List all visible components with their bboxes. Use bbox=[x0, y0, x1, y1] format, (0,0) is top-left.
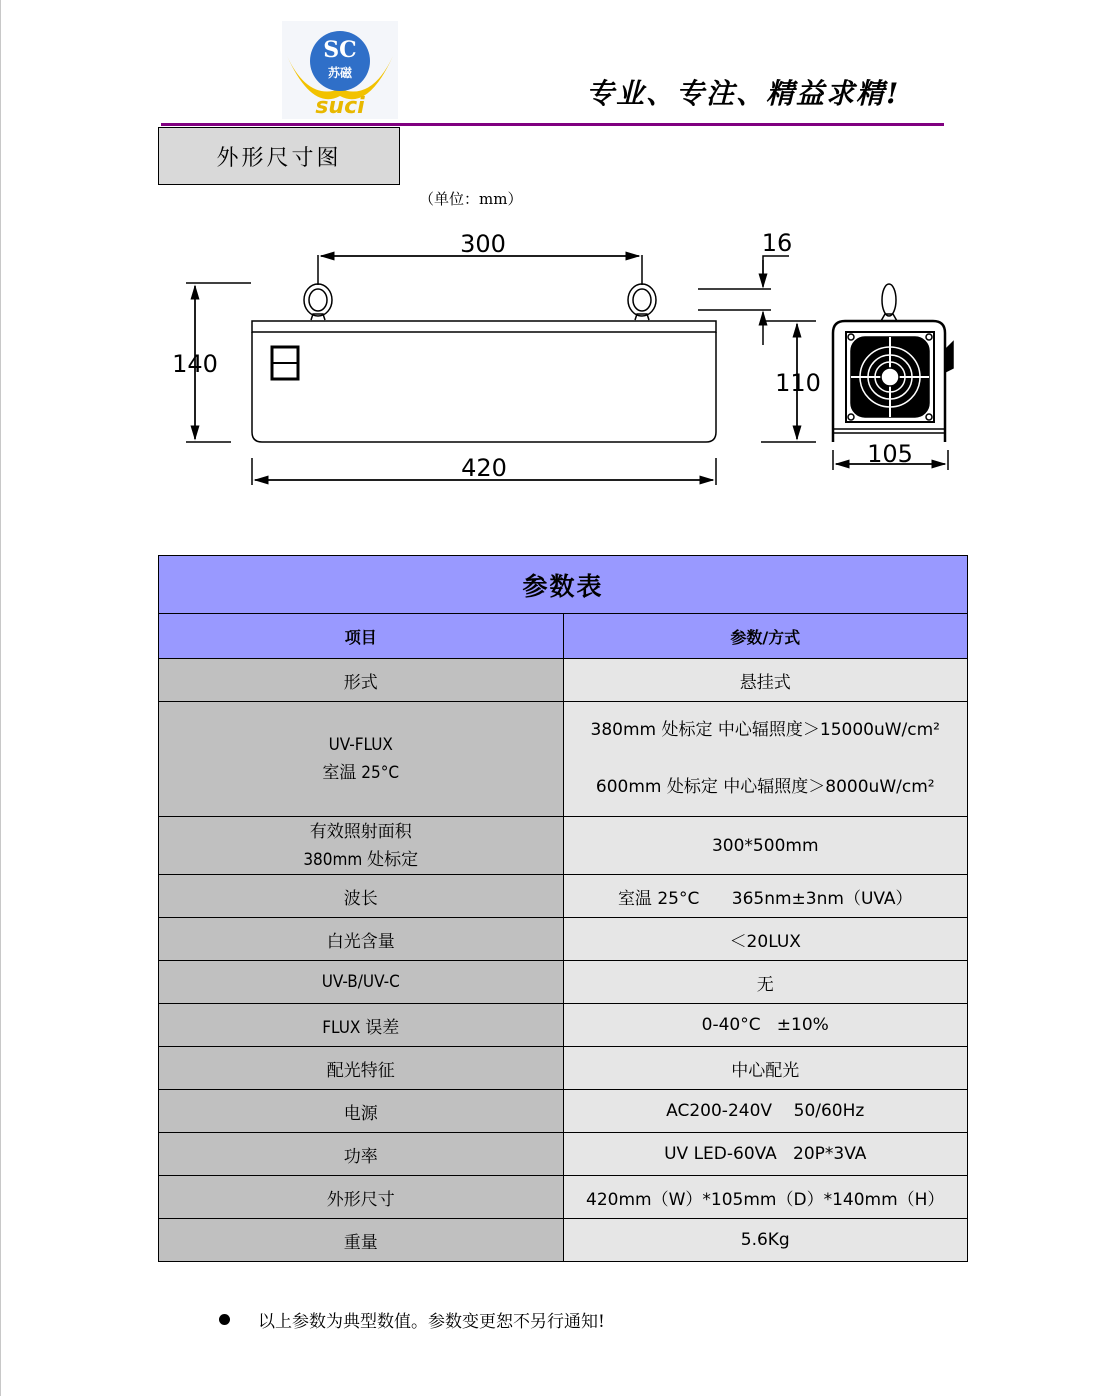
dim-16: 16 bbox=[761, 229, 793, 257]
row-value: 380mm 处标定 中心辐照度＞15000uW/cm² 600mm 处标定 中心辐照度＞8000uW/cm² bbox=[563, 702, 968, 817]
dim-300: 300 bbox=[460, 230, 506, 258]
section-title: 外形尺寸图 bbox=[158, 127, 400, 185]
dim-420: 420 bbox=[461, 454, 507, 482]
row-value: 0-40°C ±10% bbox=[563, 1004, 968, 1047]
table-row bbox=[159, 817, 968, 875]
row-value: 室温 25°C 365nm±3nm（UVA） bbox=[563, 875, 968, 918]
table-row bbox=[159, 702, 968, 817]
footer-note bbox=[219, 1307, 605, 1332]
company-slogan: 专业、专注、精益求精! bbox=[586, 77, 901, 110]
footer-note-text: 以上参数为典型数值。参数变更恕不另行通知! bbox=[258, 1312, 605, 1332]
table-row bbox=[159, 1176, 968, 1219]
row-label: 重量 bbox=[159, 1219, 564, 1262]
svg-text:suci: suci bbox=[315, 94, 365, 119]
row-value: UV LED-60VA 20P*3VA bbox=[563, 1133, 968, 1176]
row-value: 420mm（W）*105mm（D）*140mm（H） bbox=[563, 1176, 968, 1219]
row-value: 悬挂式 bbox=[563, 659, 968, 702]
row-label: UV-B/UV-C bbox=[159, 961, 564, 1004]
unit-label: （单位：mm） bbox=[419, 190, 523, 208]
row-value: 300*500mm bbox=[563, 817, 968, 875]
dim-105: 105 bbox=[867, 440, 913, 468]
table-row bbox=[159, 1004, 968, 1047]
front-view bbox=[186, 255, 716, 485]
row-value: 中心配光 bbox=[563, 1047, 968, 1090]
company-logo bbox=[282, 21, 398, 119]
svg-text:苏磁: 苏磁 bbox=[327, 66, 353, 80]
table-row bbox=[159, 875, 968, 918]
table-row bbox=[159, 1047, 968, 1090]
svg-text:SC: SC bbox=[323, 37, 357, 63]
table-row bbox=[159, 659, 968, 702]
dimension-drawing bbox=[161, 220, 961, 500]
row-label: 白光含量 bbox=[159, 918, 564, 961]
row-label: 功率 bbox=[159, 1133, 564, 1176]
row-label: 外形尺寸 bbox=[159, 1176, 564, 1219]
row-label: 电源 bbox=[159, 1090, 564, 1133]
side-view bbox=[698, 256, 953, 470]
row-label: 波长 bbox=[159, 875, 564, 918]
dim-140: 140 bbox=[172, 350, 218, 378]
row-label: 形式 bbox=[159, 659, 564, 702]
table-row bbox=[159, 1133, 968, 1176]
table-row bbox=[159, 961, 968, 1004]
table-title: 参数表 bbox=[159, 556, 968, 614]
column-header-item: 项目 bbox=[159, 614, 564, 659]
logo-graphic bbox=[282, 21, 398, 119]
header-divider bbox=[161, 123, 944, 126]
row-label: FLUX 误差 bbox=[159, 1004, 564, 1047]
row-label: 有效照射面积 380mm 处标定 bbox=[159, 817, 564, 875]
bullet-icon bbox=[219, 1314, 230, 1325]
row-value: ＜20LUX bbox=[563, 918, 968, 961]
row-value: 5.6Kg bbox=[563, 1219, 968, 1262]
row-label: UV-FLUX 室温 25°C bbox=[159, 702, 564, 817]
parameter-table bbox=[158, 555, 968, 1262]
dim-110: 110 bbox=[775, 369, 821, 397]
column-header-value: 参数/方式 bbox=[563, 614, 968, 659]
table-row bbox=[159, 1219, 968, 1262]
table-row bbox=[159, 1090, 968, 1133]
table-row bbox=[159, 918, 968, 961]
row-value: 无 bbox=[563, 961, 968, 1004]
row-label: 配光特征 bbox=[159, 1047, 564, 1090]
row-value: AC200-240V 50/60Hz bbox=[563, 1090, 968, 1133]
